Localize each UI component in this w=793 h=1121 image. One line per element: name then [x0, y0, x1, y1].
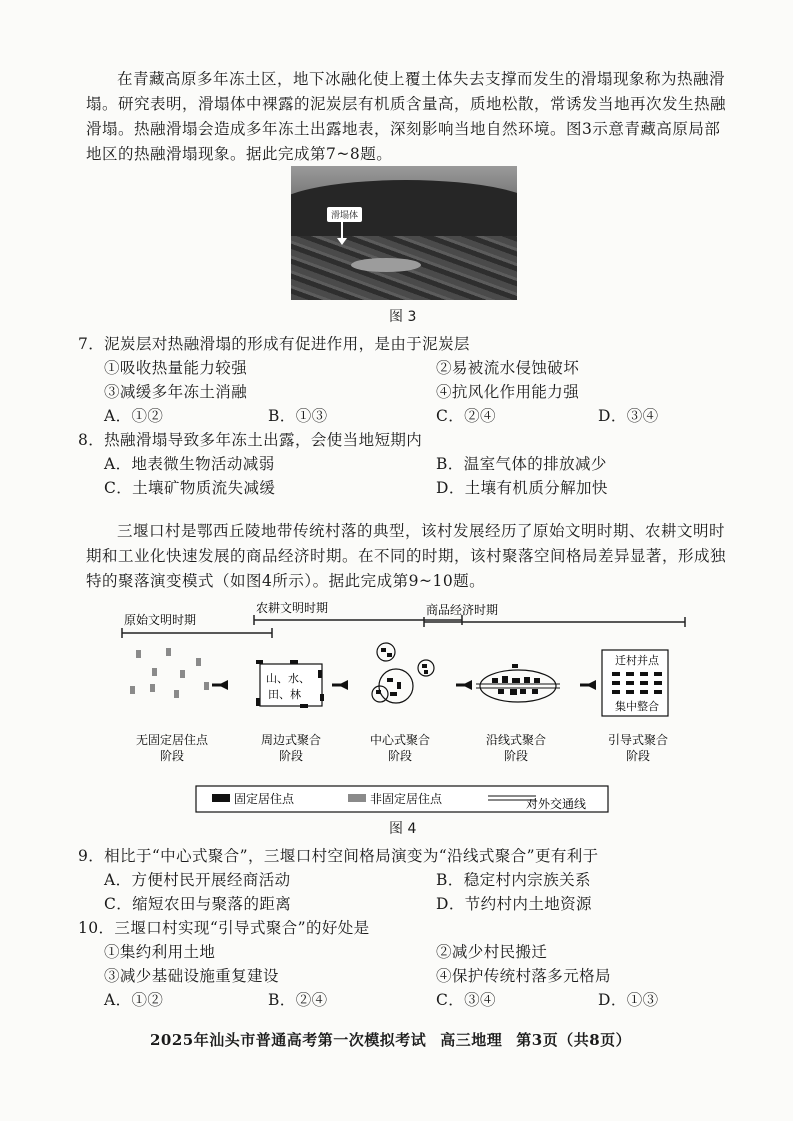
- slump-body-label: 滑塌体: [327, 207, 362, 222]
- question-7-stem: 7．泥炭层对热融滑塌的形成有促进作用，是由于泥炭层: [78, 335, 470, 353]
- q8-choice-a: A．地表微生物活动减弱: [104, 455, 275, 473]
- q7-item-2: ②易被流水侵蚀破坏: [436, 359, 580, 377]
- stage-5-sublabel: 阶段: [625, 749, 651, 763]
- stage-4-sublabel: 阶段: [503, 749, 529, 763]
- period-label-commodity: 商品经济时期: [426, 603, 499, 617]
- q7-item-4: ④抗风化作用能力强: [436, 383, 580, 401]
- land-label-line2: 田、林: [268, 688, 301, 701]
- q8-choice-c: C．土壤矿物质流失减缓: [104, 479, 276, 497]
- legend: [196, 786, 608, 812]
- guide-label-bottom: 集中整合: [615, 700, 659, 713]
- legend-fixed-dwelling: 固定居住点: [234, 792, 295, 806]
- q7-item-1: ①吸收热量能力较强: [104, 359, 248, 377]
- q10-choice-b: B．②④: [268, 991, 328, 1009]
- q9-choice-b: B．稳定村内宗族关系: [436, 871, 591, 889]
- q10-item-2: ②减少村民搬迁: [436, 943, 548, 961]
- figure-3-caption: 图 3: [389, 309, 417, 325]
- land-label-line1: 山、水、: [266, 672, 310, 685]
- stage-5-guided-cluster: [602, 650, 668, 716]
- passage-2: 三堰口村是鄂西丘陵地带传统村落的典型，该村发展经历了原始文明时期、农耕文明时期和工业化快速发展的商品经济时期。在不同的时期，该村聚落空间格局差异显著，形成独特的聚落演变模式（如图4所示）。据此完成第9~10题。: [86, 522, 727, 590]
- guide-label-top: 迁村并点: [615, 654, 659, 667]
- q8-choice-d: D．土壤有机质分解加快: [436, 479, 608, 497]
- q7-choice-a: A．①②: [104, 407, 164, 425]
- q10-choice-d: D．①③: [598, 991, 659, 1009]
- q10-choice-a: A．①②: [104, 991, 164, 1009]
- question-9-stem: 9．相比于“中心式聚合”，三堰口村空间格局演变为“沿线式聚合”更有利于: [78, 847, 599, 865]
- arrow-down-icon: [341, 222, 343, 240]
- footer-exam: 2025年汕头市普通高考第一次模拟考试: [150, 1031, 427, 1049]
- passage-1: 在青藏高原多年冻土区，地下冰融化使上覆土体失去支撑而发生的滑塌现象称为热融滑塌。研究表明，滑塌体中裸露的泥炭层有机质含量高，质地松散，常诱发当地再次发生热融滑塌。热融滑塌会造成多年冻土出露地表，深刻影响当地自然环境。图3示意青藏高原局部地区的热融滑塌现象。据此完成第7~8题。: [86, 70, 727, 163]
- q10-item-3: ③减少基础设施重复建设: [104, 967, 279, 985]
- legend-nonfixed-dwelling: 非固定居住点: [370, 792, 443, 806]
- q10-item-4: ④保护传统村落多元格局: [436, 967, 611, 985]
- settlement-evolution-diagram: [100, 598, 700, 816]
- stage-2-sublabel: 阶段: [278, 749, 304, 763]
- q10-choice-c: C．③④: [436, 991, 496, 1009]
- question-8-stem: 8．热融滑塌导致多年冻土出露，会使当地短期内: [78, 431, 423, 449]
- q7-choice-c: C．②④: [436, 407, 496, 425]
- stage-1-label: 无固定居住点: [135, 733, 209, 747]
- stage-1-scattered-dwellings: [130, 648, 209, 698]
- stage-2-label: 周边式聚合: [260, 733, 322, 747]
- thaw-slump-photo: [291, 166, 517, 300]
- q7-item-3: ③减缓多年冻土消融: [104, 383, 248, 401]
- stage-2-peripheral-cluster: [256, 660, 324, 708]
- stage-3-central-cluster: [372, 643, 434, 703]
- q10-item-1: ①集约利用土地: [104, 943, 216, 961]
- q7-choice-b: B．①③: [268, 407, 328, 425]
- q7-choice-d: D．③④: [598, 407, 659, 425]
- stage-3-label: 中心式聚合: [369, 733, 431, 747]
- footer-subject: 高三地理: [440, 1031, 503, 1049]
- period-label-farming: 农耕文明时期: [256, 601, 329, 615]
- period-label-primitive: 原始文明时期: [124, 613, 197, 627]
- stage-1-sublabel: 阶段: [159, 749, 185, 763]
- legend-transport-line: 对外交通线: [526, 797, 587, 811]
- q9-choice-d: D．节约村内土地资源: [436, 895, 592, 913]
- stage-4-linear-cluster: [476, 664, 560, 702]
- q8-choice-b: B．温室气体的排放减少: [436, 455, 607, 473]
- page-footer: [150, 1029, 645, 1050]
- stage-4-label: 沿线式聚合: [485, 733, 547, 747]
- q9-choice-c: C．缩短农田与聚落的距离: [104, 895, 292, 913]
- question-10-stem: 10．三堰口村实现“引导式聚合”的好处是: [78, 919, 370, 937]
- footer-page-number: 第3页（共8页）: [516, 1031, 632, 1049]
- q9-choice-a: A．方便村民开展经商活动: [104, 871, 291, 889]
- stage-3-sublabel: 阶段: [387, 749, 413, 763]
- figure-4-caption: 图 4: [389, 821, 417, 837]
- stage-5-label: 引导式聚合: [607, 733, 669, 747]
